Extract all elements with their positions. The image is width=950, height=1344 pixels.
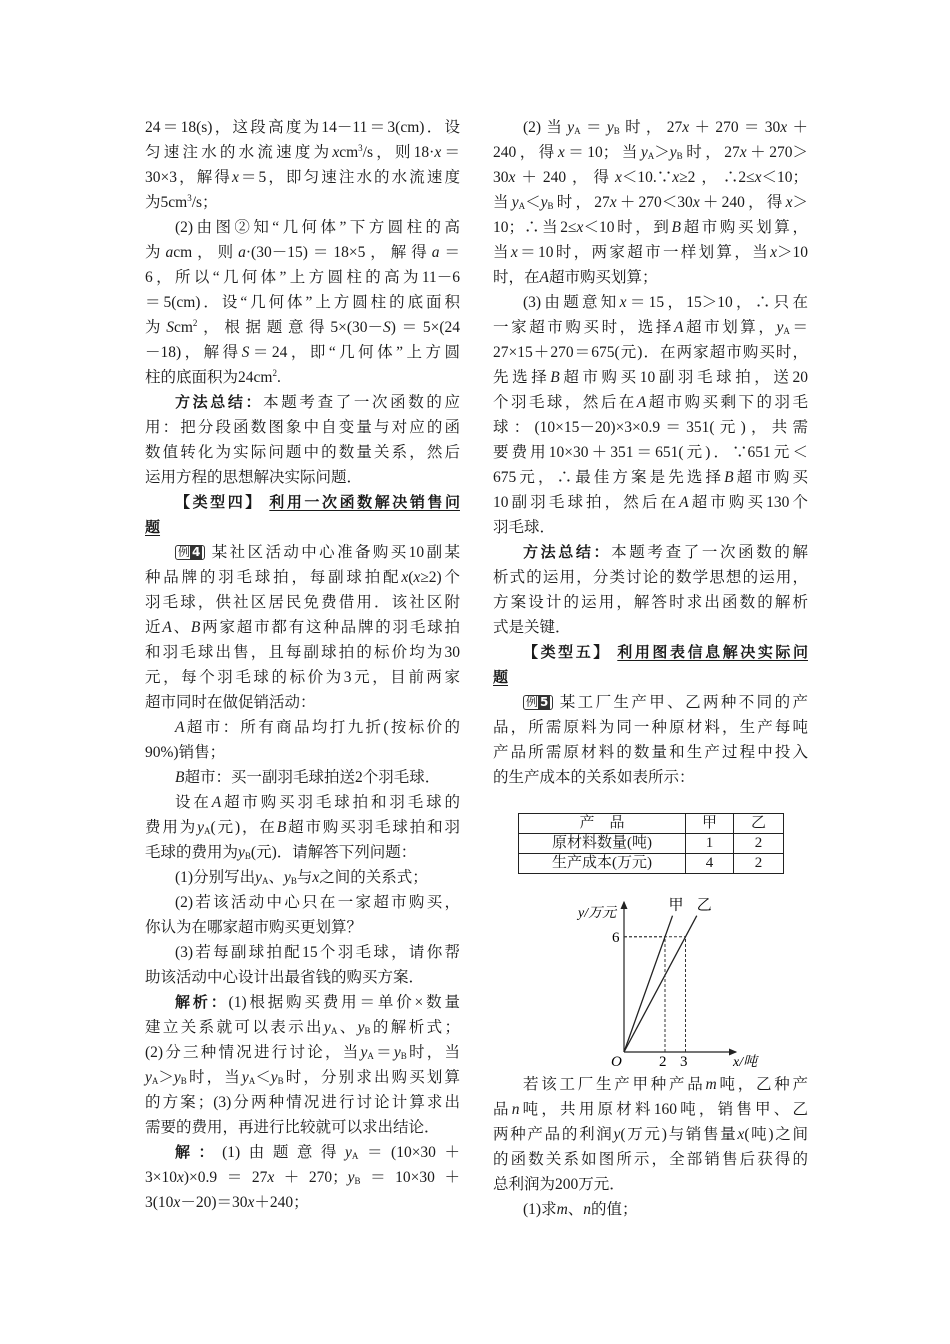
paragraph [145, 790, 460, 865]
text-line: 【类型五】 利用图表信息解决实际问 [523, 643, 808, 661]
text-line: 24＝18(s)，这段高度为14－11＝3(cm)．设 [145, 119, 460, 136]
table-row [519, 834, 784, 854]
left-column [145, 115, 460, 1215]
paragraph [145, 115, 460, 215]
text-line: 总利润为200万元． [493, 1176, 625, 1193]
text-line: 为Scm$^2$，根据题意得5×(30－S)＝5×(24 [145, 318, 460, 336]
text-line: 解：(1)由题意得$y_A=(10\times 30+$ [175, 1143, 460, 1161]
text-line: －18)，解得S＝24，即“几何体”上方圆 [145, 344, 460, 361]
text-line: 羽毛球． [493, 519, 556, 536]
text-line: 你认为在哪家超市购买更划算？ [145, 919, 363, 936]
table-header-cell: 甲 [686, 814, 734, 834]
text-line: 两种产品的利润y(万元)与销售量x(吨)之间 [493, 1126, 808, 1143]
paragraph [493, 1197, 808, 1222]
text-line: 需要的费用，再进行比较就可以求出结论． [145, 1119, 440, 1136]
text-line: 设在A超市购买羽毛球拍和羽毛球的 [175, 794, 460, 811]
table-header-cell: 产 品 [519, 814, 686, 834]
text-line: 品n吨，共用原材料160吨，销售甲、乙 [493, 1101, 808, 1118]
text-line: (2)当$y_A=y_B$时，27x＋270＝30x＋ [523, 119, 808, 136]
paragraph [145, 865, 460, 890]
text-line: 毛球的费用为$y_B$(元)．请解答下列问题： [145, 844, 417, 861]
text-line: 费用为$y_A$(元)，在B超市购买羽毛球拍和羽 [145, 819, 460, 836]
paragraph [145, 940, 460, 990]
text-line: 式是关键． [493, 619, 571, 636]
paragraph [493, 540, 808, 640]
text-line: 10副羽毛球拍，然后在A超市购买130个 [493, 494, 808, 511]
text-line: 例 5 某工厂生产甲、乙两种不同的产 [493, 690, 808, 715]
text-line: 用：把分段函数图象中自变量与对应的函 [145, 419, 460, 436]
text-line: 27×15＋270＝675(元)．在两家超市购买时， [493, 344, 808, 361]
text-line: 建立关系就可以表示出$y_A$、$y_B$的解析式； [145, 1019, 460, 1036]
paragraph [145, 215, 460, 390]
text-line: 和羽毛球出售，且每副球拍的标价均为30 [145, 644, 460, 661]
text-line: (3)若每副球拍配15个羽毛球，请你帮 [175, 944, 460, 961]
table-cell: 2 [734, 834, 784, 854]
text-line: 10；∴当2≤x＜10时，到B超市购买划算， [493, 219, 808, 236]
text-line: 柱的底面积为$24cm^2$. [145, 368, 281, 386]
text-line: 运用方程的思想解决实际问题． [145, 469, 363, 486]
text-line: 若该工厂生产甲种产品m吨，乙种产 [523, 1076, 808, 1093]
right-column-top [493, 115, 808, 790]
text-line: 30x＋240，得x＜10.∵x≥2，∴2≤x＜10； [493, 169, 808, 186]
text-line: 方法总结：本题考查了一次函数的应 [175, 393, 460, 411]
text-line: (1)求m、n的值； [523, 1201, 638, 1218]
table-row [519, 854, 784, 874]
paragraph [145, 1140, 460, 1215]
text-line: 的函数关系如图所示，全部销售后获得的 [493, 1151, 808, 1168]
series-label: 乙 [696, 897, 712, 914]
series-line-1 [624, 916, 673, 1052]
text-line: 球：(10×15－20)×3×0.9＝351(元)，共需 [493, 419, 808, 436]
text-line: 解析：(1)根据购买费用＝单价×数量 [175, 993, 460, 1011]
text-line: 元，每个羽毛球的标价为3元，目前两家 [145, 669, 460, 686]
table-cell: 2 [734, 854, 784, 874]
x-tick-label: 3 [680, 1054, 688, 1070]
text-line: 种品牌的羽毛球拍，每副球拍配x(x≥2)个 [145, 569, 460, 586]
text-line: (2)若该活动中心只在一家超市购买， [175, 894, 460, 911]
product-table [518, 813, 784, 874]
text-line: B超市：买一副羽毛球拍送2个羽毛球． [175, 769, 441, 786]
text-line: 超市同时在做促销活动： [145, 694, 316, 711]
text-line: 助该活动中心设计出最省钱的购买方案． [145, 969, 425, 986]
paragraph [145, 990, 460, 1140]
text-line: 品，所需原料为同一种原材料，生产每吨 [493, 719, 808, 736]
text-line: 例 4 某社区活动中心准备购买10副某 [145, 540, 460, 565]
paragraph [493, 115, 808, 290]
text-line: 时，在A超市购买划算； [493, 269, 658, 286]
y-tick-label: 6 [612, 930, 620, 946]
table-header-row [519, 814, 784, 834]
paragraph [493, 290, 808, 540]
x-axis-label: x/吨 [733, 1055, 758, 1070]
paragraph [145, 890, 460, 940]
paragraph [145, 490, 460, 540]
text-line: 产品所需原材料的数量和生产过程中投入 [493, 744, 808, 761]
text-line: 的方案；(3)分两种情况进行讨论计算求出 [145, 1094, 460, 1111]
text-line: 羽毛球，供社区居民免费借用．该社区附 [145, 594, 460, 611]
text-line: 近A、B两家超市都有这种品牌的羽毛球拍 [145, 619, 460, 636]
text-line: 匀速注水的水流速度为xcm$^3$/s，则18·x＝ [145, 143, 460, 161]
text-line: 为acm，则a·(30－15)＝18×5，解得a＝ [145, 244, 460, 261]
paragraph [493, 1072, 808, 1197]
text-line: 一家超市购买时，选择A超市划算，$y_A=$ [493, 319, 808, 336]
table-cell: 4 [686, 854, 734, 874]
text-line: 90%)销售； [145, 744, 226, 761]
paragraph [493, 640, 808, 690]
paragraph [145, 390, 460, 490]
series-line-2 [624, 916, 697, 1052]
text-line: 个羽毛球，然后在A超市购买剩下的羽毛 [493, 394, 808, 411]
text-line: 析式的运用，分类讨论的数学思想的运用， [493, 569, 808, 586]
text-line: 要费用10×30＋351＝651(元)．∵651元＜ [493, 444, 808, 461]
text-line: 为$5cm^3/s$； [145, 193, 218, 211]
text-line: (2)由图②知“几何体”下方圆柱的高 [175, 219, 460, 236]
text-line: 数值转化为实际问题中的数量关系，然后 [145, 444, 460, 461]
text-line: 240，得x＝10；当$y_A>y_B$时，27x＋270＞ [493, 144, 808, 161]
text-line: ＝5(cm)．设“几何体”上方圆柱的底面积 [145, 294, 460, 311]
text-line: 3×10x)×0.9＝27x＋270；$y_B=10\times 30+$ [145, 1169, 460, 1186]
origin-label: O [611, 1054, 622, 1070]
x-tick-label: 2 [659, 1054, 667, 1070]
table-header-cell: 乙 [734, 814, 784, 834]
text-line: (1)分别写出$y_A$、$y_B$与x之间的关系式； [175, 869, 428, 886]
text-line: 方案设计的运用，解答时求出函数的解析 [493, 594, 808, 611]
table-cell: 原材料数量(吨) [519, 834, 686, 854]
text-line: A超市：所有商品均打九折(按标价的 [175, 719, 460, 736]
table-cell: 生产成本(万元) [519, 854, 686, 874]
table-cell: 1 [686, 834, 734, 854]
text-line: 3(10x－20)＝30x＋240； [145, 1194, 309, 1211]
text-line: 【类型四】 利用一次函数解决销售问 [175, 493, 460, 511]
text-line: (3)由题意知x＝15，15＞10，∴只在 [523, 294, 808, 311]
text-line: 当x＝10时，两家超市一样划算，当x＞10 [493, 244, 808, 261]
text-line: 675元，∴最佳方案是先选择B超市购买 [493, 469, 808, 486]
text-line: 6，所以“几何体”上方圆柱的高为11－6 [145, 269, 460, 286]
text-line: 的生产成本的关系如表所示： [493, 769, 695, 786]
text-line: $y_A>y_B$时，当$y_A<y_B$时，分别求出购买划算 [145, 1069, 460, 1086]
paragraph [145, 715, 460, 765]
text-line: 题 [145, 518, 161, 536]
series-label: 甲 [668, 897, 684, 914]
text-line: 30×3，解得x＝5，即匀速注水的水流速度 [145, 169, 460, 186]
paragraph [145, 765, 460, 790]
right-column-bottom [493, 1072, 808, 1222]
text-line: (2)分三种情况进行讨论，当$y_A=y_B$时，当 [145, 1044, 460, 1061]
y-axis-label: y/万元 [578, 906, 617, 921]
text-line: 当$y_A<y_B$时，27x＋270＜30x＋240，得x＞ [493, 194, 808, 211]
text-line: 先选择B超市购买10副羽毛球拍，送20 [493, 369, 808, 386]
text-line: 题 [493, 668, 509, 686]
text-line: 方法总结：本题考查了一次函数的解 [523, 543, 808, 561]
paragraph [145, 540, 460, 715]
paragraph [493, 690, 808, 790]
